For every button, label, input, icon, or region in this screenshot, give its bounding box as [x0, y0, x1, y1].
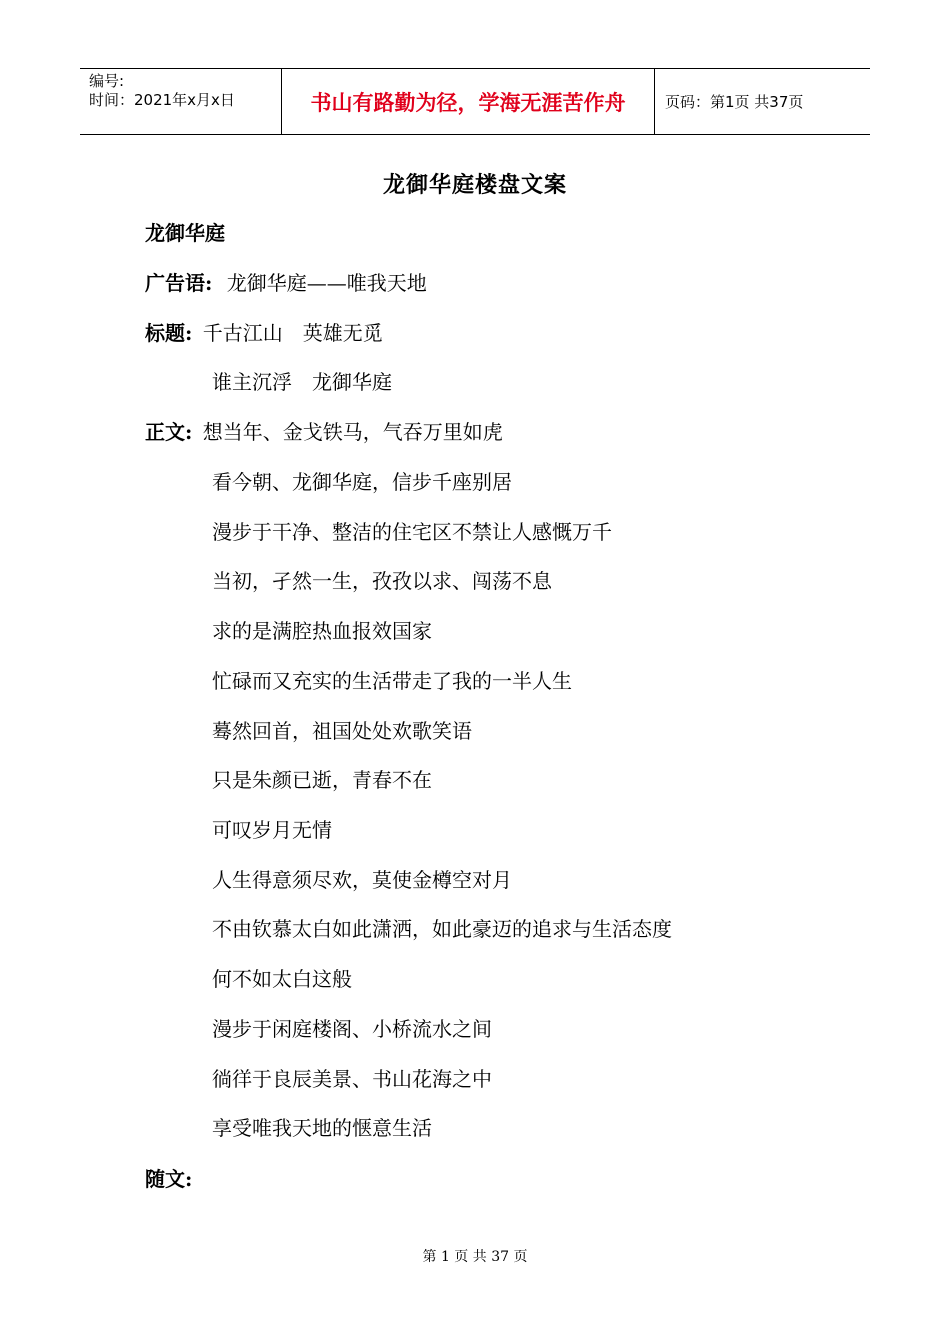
slogan-line — [145, 269, 427, 297]
body-line: 求的是满腔热血报效国家 — [212, 619, 432, 643]
body-line: 蓦然回首，祖国处处欢歌笑语 — [212, 719, 472, 743]
body-line: 漫步于干净、整洁的住宅区不禁让人感慨万千 — [212, 520, 612, 544]
header-motto: 书山有路勤为径，学海无涯苦作舟 — [282, 69, 655, 134]
body-line: 徜徉于良辰美景、书山花海之中 — [212, 1067, 492, 1091]
body-line: 人生得意须尽欢，莫使金樽空对月 — [212, 868, 512, 892]
body-label: 正文: — [145, 420, 193, 444]
header-meta — [80, 69, 282, 134]
document-number-label: 编号: — [89, 72, 125, 90]
body-line: 想当年、金戈铁马，气吞万里如虎 — [202, 420, 503, 444]
headline-text-2: 谁主沉浮 龙御华庭 — [212, 370, 392, 394]
body-line: 只是朱颜已逝，青春不在 — [212, 768, 432, 792]
body-line: 可叹岁月无情 — [212, 818, 332, 842]
document-title: 龙御华庭楼盘文案 — [382, 172, 567, 198]
body-first-line — [145, 418, 503, 446]
slogan-text: 龙御华庭——唯我天地 — [226, 271, 427, 295]
followup-label: 随文: — [145, 1167, 193, 1191]
header-page-info: 页码：第1页 共37页 — [665, 93, 804, 111]
body-line: 享受唯我天地的惬意生活 — [212, 1116, 432, 1140]
body-line: 忙碌而又充实的生活带走了我的一半人生 — [212, 669, 572, 693]
body-line: 当初，孑然一生，孜孜以求、闯荡不息 — [212, 569, 552, 593]
page-header — [80, 68, 870, 135]
headline-line-1 — [145, 319, 383, 347]
body-line: 不由钦慕太白如此潇洒，如此豪迈的追求与生活态度 — [212, 917, 672, 941]
body-line: 看今朝、龙御华庭，信步千座别居 — [212, 470, 512, 494]
section-subtitle: 龙御华庭 — [145, 221, 225, 245]
headline-label: 标题: — [145, 321, 193, 345]
body-line: 漫步于闲庭楼阁、小桥流水之间 — [212, 1017, 492, 1041]
page-footer: 第 1 页 共 37 页 — [422, 1249, 528, 1265]
body-line: 何不如太白这般 — [212, 967, 352, 991]
headline-text-1: 千古江山 英雄无觅 — [202, 321, 383, 345]
slogan-label: 广告语: — [145, 271, 213, 295]
document-time-label: 时间：2021年x月x日 — [89, 91, 235, 109]
